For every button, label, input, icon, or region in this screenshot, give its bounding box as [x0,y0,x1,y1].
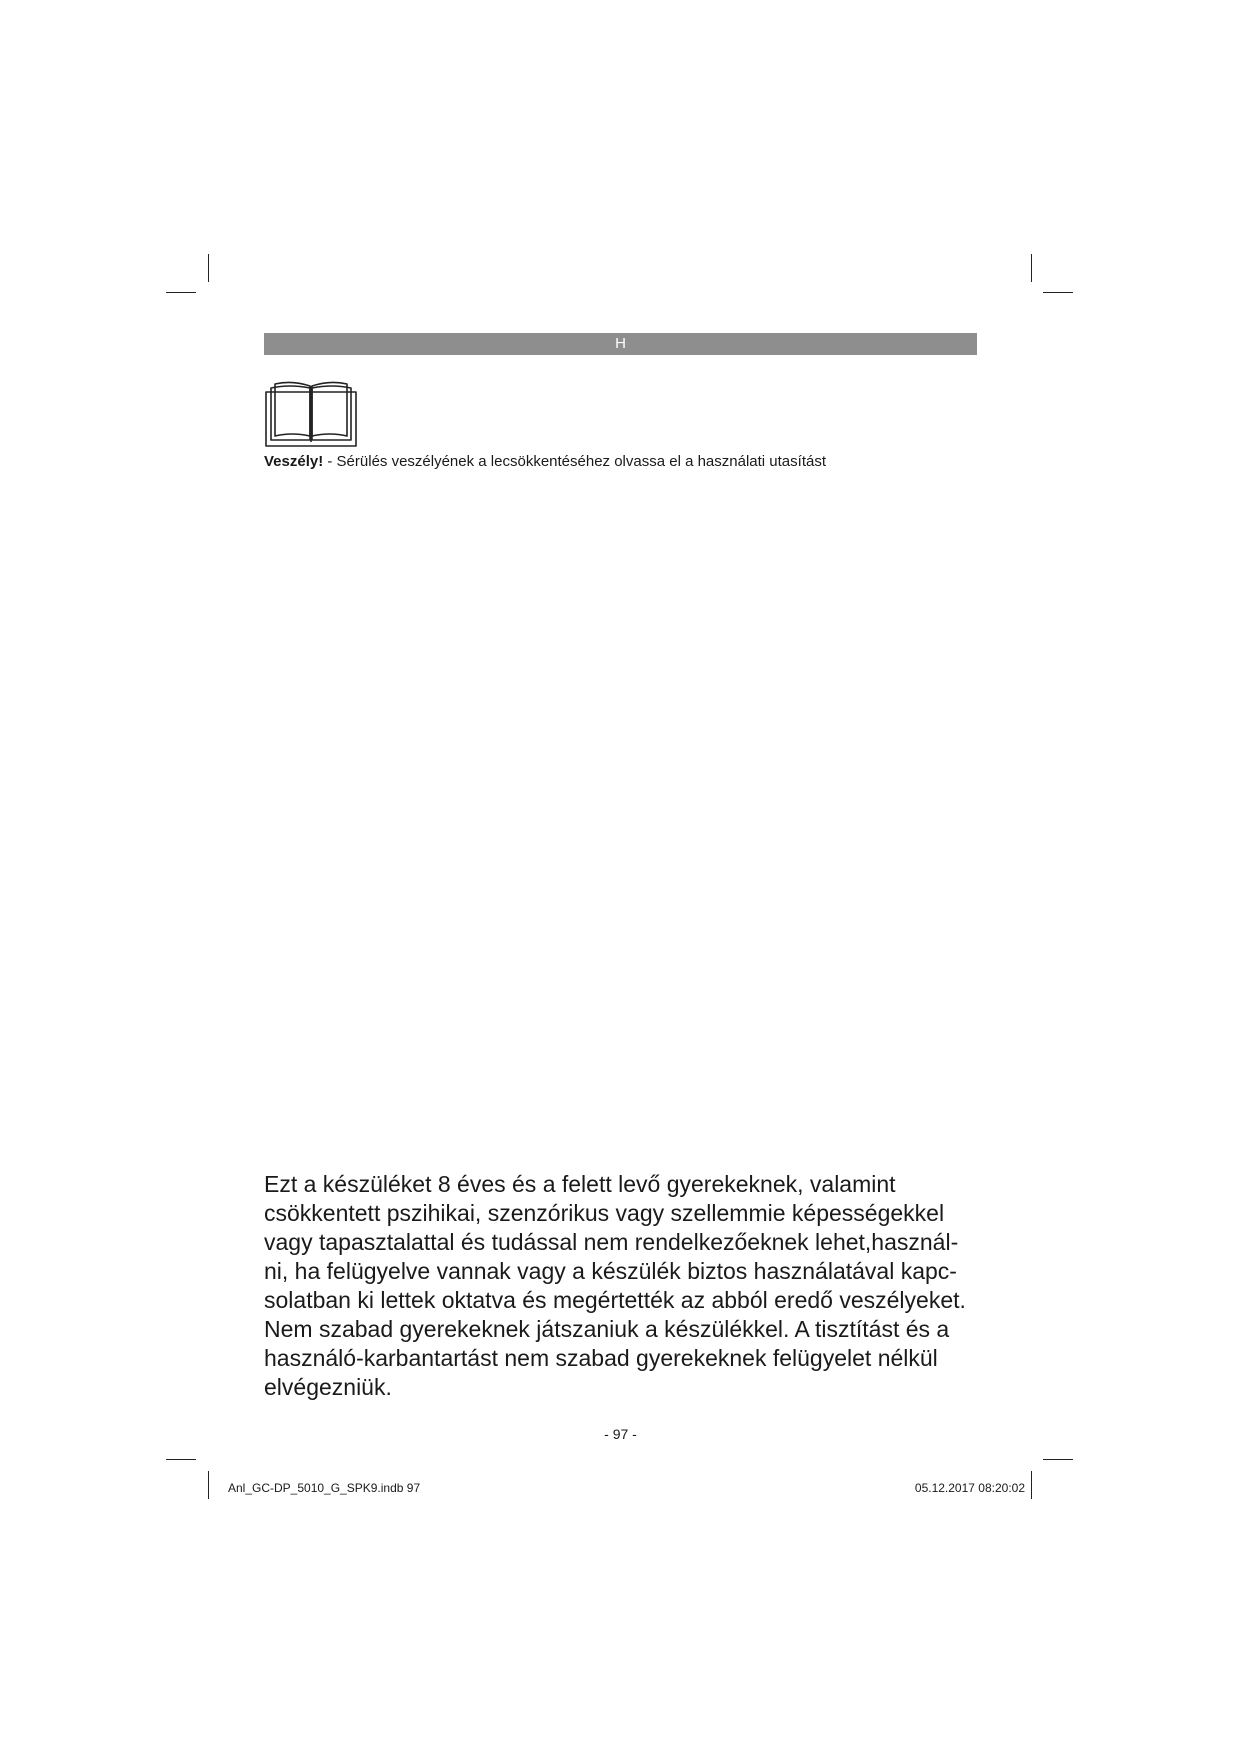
crop-mark-bottom-left-h [166,1459,196,1460]
crop-mark-bottom-left-v [208,1471,209,1499]
paragraph-line: csökkentett pszihikai, szenzórikus vagy szellemmie képességekkel [264,1200,945,1226]
footer-file-name: Anl_GC-DP_5010_G_SPK9.indb 97 [228,1481,421,1495]
language-header-bar [264,333,977,355]
crop-mark-bottom-right-v [1031,1471,1032,1499]
open-book-icon [264,378,358,448]
paragraph-line: használó-karbantartást nem szabad gyerekeknek felügyelet nélkül [264,1345,938,1371]
paragraph-line: solatban ki lettek oktatva és megértették az abból eredő veszélyeket. [264,1287,966,1313]
crop-mark-top-left-v [208,254,209,282]
language-code: H [615,335,626,352]
paragraph-line: Ezt a készüléket 8 éves és a felett levő gyerekeknek, valamint [264,1171,896,1197]
paragraph-line: ni, ha felügyelve vannak vagy a készülék biztos használatával kapc- [264,1258,957,1284]
crop-mark-top-left-h [166,292,196,293]
paragraph-line: vagy tapasztalattal és tudással nem rendelkezőeknek lehet,használ- [264,1229,959,1255]
paragraph-line: Nem szabad gyerekeknek játszaniuk a készülékkel. A tisztítást és a [264,1316,950,1342]
crop-mark-bottom-right-h [1043,1459,1073,1460]
crop-mark-top-right-h [1043,292,1073,293]
warning-line [264,452,826,472]
crop-mark-top-right-v [1031,254,1032,282]
safety-paragraph [264,1170,984,1402]
page-number: - 97 - [604,1426,637,1442]
footer-timestamp: 05.12.2017 08:20:02 [914,1481,1025,1495]
paragraph-line: elvégezniük. [264,1374,392,1400]
warning-text: - Sérülés veszélyének a lecsökkentéséhez olvassa el a használati utasítást [323,453,826,470]
warning-label: Veszély! [264,453,324,470]
